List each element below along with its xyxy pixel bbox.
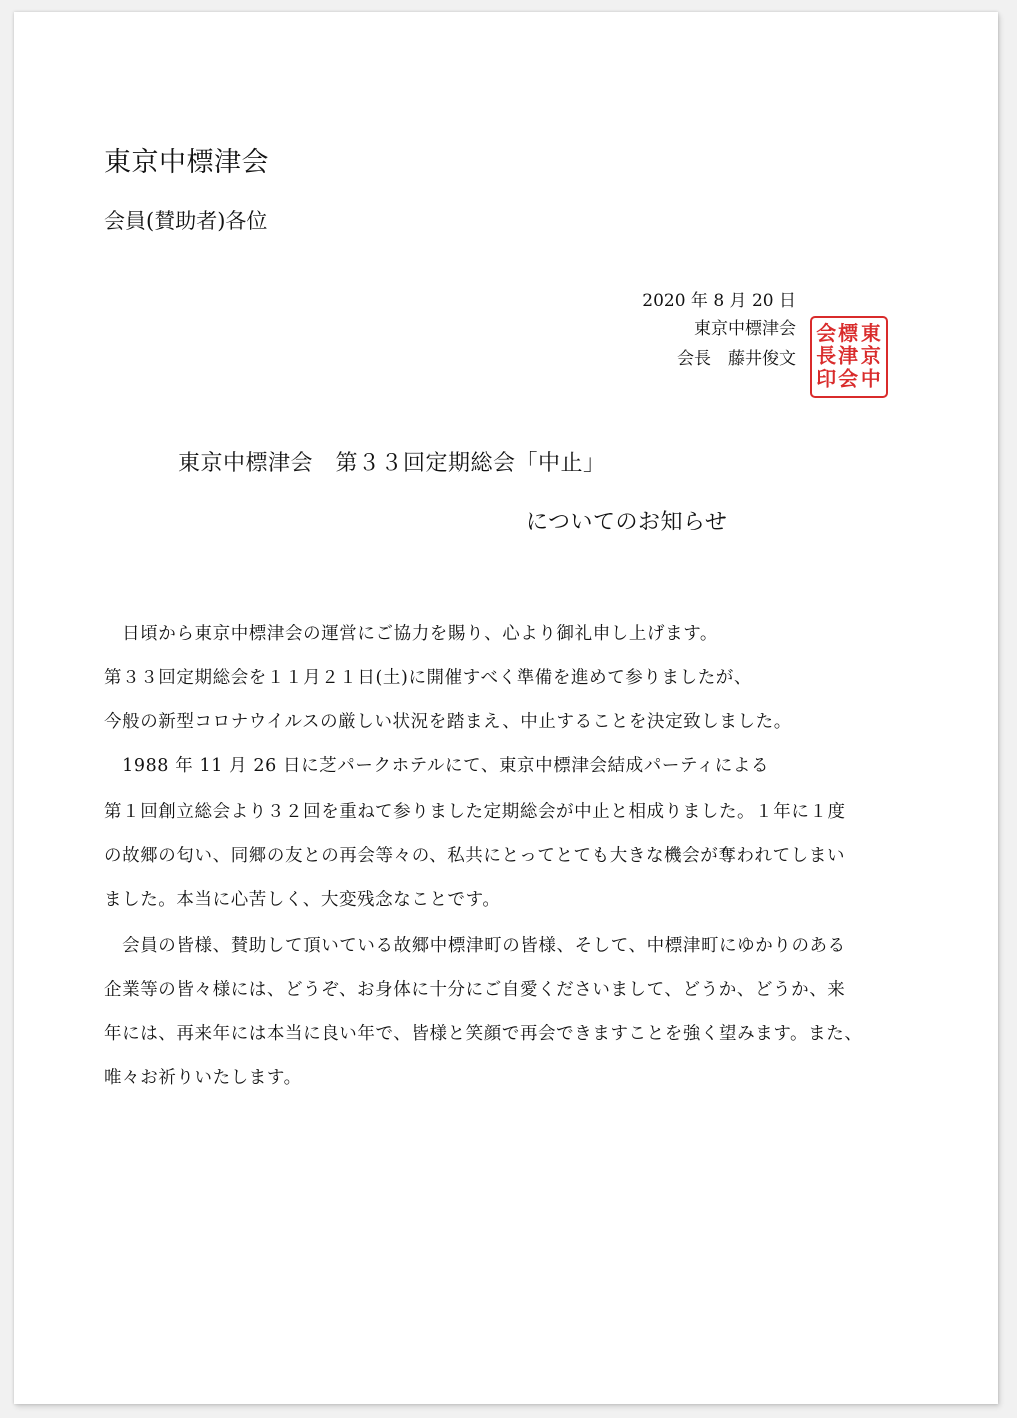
body-line: 企業等の皆々様には、どうぞ、お身体に十分にご自愛くださいまして、どうか、どうか、来 <box>104 980 846 1000</box>
svg-text:京: 京 <box>860 343 881 368</box>
svg-text:標: 標 <box>838 320 859 345</box>
body-line: 1988 年 11 月 26 日に芝パークホテルにて、東京中標津会結成パーティによる <box>104 756 770 776</box>
organization-title: 東京中標津会 <box>104 147 269 178</box>
body-line: 年には、再来年には本当に良い年で、皆様と笑顔で再会できますことを強く望みます。また、 <box>104 1024 863 1044</box>
svg-text:会: 会 <box>838 366 859 391</box>
sender-chairman: 会長 藤井俊文 <box>677 349 796 369</box>
body-line: 今般の新型コロナウイルスの厳しい状況を踏まえ、中止することを決定致しました。 <box>104 712 792 732</box>
svg-text:会: 会 <box>816 320 837 345</box>
sender-date: 2020 年 8 月 20 日 <box>642 291 796 311</box>
svg-text:印: 印 <box>816 366 837 391</box>
addressee: 会員(賛助者)各位 <box>104 209 268 233</box>
document-page <box>14 12 998 1404</box>
seal-stamp <box>810 316 888 398</box>
svg-text:中: 中 <box>860 366 881 391</box>
sender-organization: 東京中標津会 <box>694 319 796 339</box>
body-line: 第３３回定期総会を１１月２１日(土)に開催すべく準備を進めて参りましたが、 <box>104 668 753 688</box>
svg-text:東: 東 <box>860 320 881 345</box>
svg-text:津: 津 <box>838 343 859 368</box>
body-line: 唯々お祈りいたします。 <box>104 1068 302 1088</box>
document-title-line-1: 東京中標津会 第３３回定期総会「中止」 <box>178 451 606 476</box>
body-line: 日頃から東京中標津会の運営にご協力を賜り、心より御礼申し上げます。 <box>104 624 718 644</box>
body-line: 会員の皆様、賛助して頂いている故郷中標津町の皆様、そして、中標津町にゆかりのある <box>104 936 846 956</box>
body-line: ました。本当に心苦しく、大変残念なことです。 <box>104 890 501 910</box>
body-line: の故郷の匂い、同郷の友との再会等々の、私共にとってとても大きな機会が奪われてしまい <box>104 846 846 866</box>
document-title-line-2: についてのお知らせ <box>526 510 728 535</box>
svg-text:長: 長 <box>816 343 837 368</box>
body-line: 第１回創立総会より３２回を重ねて参りました定期総会が中止と相成りました。１年に１度 <box>104 802 846 822</box>
